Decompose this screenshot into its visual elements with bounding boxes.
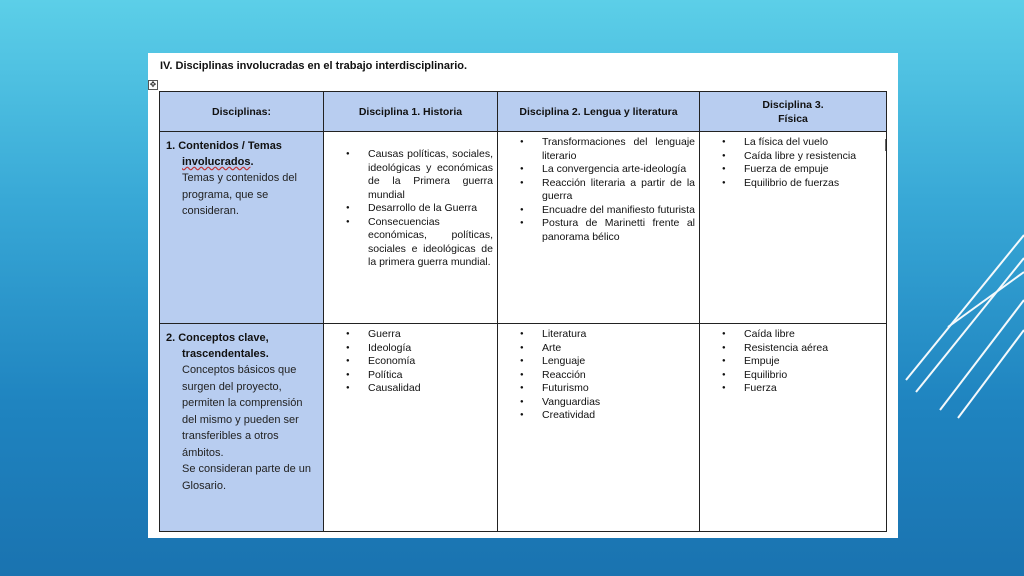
list-item: ● Lenguaje: [502, 355, 695, 369]
list-item: ● Causas políticas, sociales, ideológicas y económicas de la Primera guerra mundial: [328, 148, 493, 202]
cell-fisica: [700, 132, 887, 324]
row-title: [166, 330, 317, 362]
row-title-word: involucrados: [182, 156, 251, 168]
list-item: ● Equilibrio: [704, 369, 882, 383]
list-historia-contenidos: [324, 132, 497, 270]
table-header-row: [160, 92, 887, 132]
list-item: ● Equilibrio de fuerzas: [704, 177, 882, 191]
list-item: ● Política: [328, 369, 493, 383]
list-item: ● Transformaciones del lenguaje literario: [502, 136, 695, 163]
header-disciplinas: Disciplinas:: [160, 92, 324, 132]
list-item: ● La convergencia arte-ideología: [502, 163, 695, 177]
row-title-end: .: [265, 348, 269, 360]
cell-historia: [324, 132, 498, 324]
list-item: ● Empuje: [704, 355, 882, 369]
list-item: ● Fuerza: [704, 382, 882, 396]
cell-lengua: [498, 132, 700, 324]
list-item: ● Caída libre y resistencia: [704, 150, 882, 164]
header-fisica-line2: Física: [778, 112, 808, 125]
table-row: [160, 132, 887, 324]
list-item: ● Ideología: [328, 342, 493, 356]
list-item: ● Arte: [502, 342, 695, 356]
cell-fisica: [700, 324, 887, 532]
header-historia: Disciplina 1. Historia: [324, 92, 498, 132]
row-description: Temas y contenidos del programa, que se consideran.: [182, 172, 297, 217]
row-label-cell: [160, 132, 324, 324]
list-lengua-conceptos: [498, 324, 699, 423]
row-label-cell: [160, 324, 324, 532]
list-item: ● Caída libre: [704, 328, 882, 342]
list-item: ● Reacción literaria a partir de la guerra: [502, 177, 695, 204]
table-row: [160, 324, 887, 532]
table-move-handle-icon[interactable]: ✥: [149, 80, 157, 89]
list-fisica-contenidos: [700, 132, 886, 190]
row-title-end: .: [250, 156, 254, 168]
header-fisica-line1: Disciplina 3.: [762, 98, 824, 111]
list-item: ● Vanguardias: [502, 396, 695, 410]
header-fisica: [700, 92, 887, 132]
document-screenshot: [148, 53, 898, 538]
list-item: ● Fuerza de empuje: [704, 163, 882, 177]
header-lengua: Disciplina 2. Lengua y literatura: [498, 92, 700, 132]
list-lengua-contenidos: [498, 132, 699, 244]
cell-historia: [324, 324, 498, 532]
disciplines-table: [159, 91, 887, 532]
list-item: ● Creatividad: [502, 409, 695, 423]
list-historia-conceptos: [324, 324, 497, 396]
list-item: ● Futurismo: [502, 382, 695, 396]
list-item: ● Desarrollo de la Guerra: [328, 202, 493, 216]
list-item: ● Resistencia aérea: [704, 342, 882, 356]
row-title-num: 2. Conceptos clave,: [166, 332, 269, 344]
cell-lengua: [498, 324, 700, 532]
list-item: ● Guerra: [328, 328, 493, 342]
list-item: ● Causalidad: [328, 382, 493, 396]
row-title-word: trascendentales: [182, 348, 266, 360]
list-item: ● Postura de Marinetti frente al panorama bélico: [502, 217, 695, 244]
list-item: ● Reacción: [502, 369, 695, 383]
row-description-2: Se consideran parte de un Glosario.: [182, 463, 312, 492]
list-item: ● Encuadre del manifiesto futurista: [502, 204, 695, 218]
row-title: [166, 138, 317, 170]
list-item: ● Economía: [328, 355, 493, 369]
list-item: ● Consecuencias económicas, políticas, sociales e ideológicas de la primera guerra mundial.: [328, 216, 493, 270]
row-description: Conceptos básicos que surgen del proyecto, permiten la comprensión del mismo y pueden ser transferibles a otros ámbitos.: [182, 364, 303, 459]
section-heading: IV. Disciplinas involucradas en el trabajo interdisciplinario.: [160, 60, 468, 72]
list-item: ● Literatura: [502, 328, 695, 342]
list-fisica-conceptos: [700, 324, 886, 396]
list-item: ● La física del vuelo: [704, 136, 882, 150]
row-title-num: 1. Contenidos / Temas: [166, 140, 282, 152]
